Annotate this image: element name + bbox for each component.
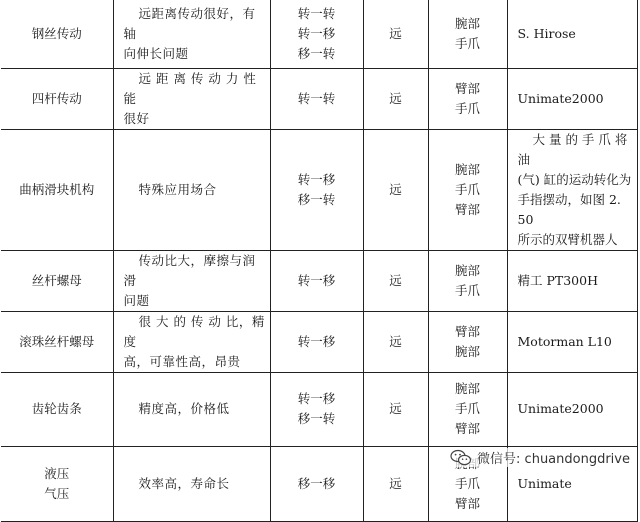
cell-line: 臂部 (454, 80, 480, 96)
cell-line: 效率高，寿命长 (138, 475, 230, 491)
table-row (1, 250, 637, 311)
cell-mechanism (1, 68, 113, 129)
cell-feature (113, 129, 270, 250)
cell-line: 精度高，价格低 (138, 401, 230, 416)
cell-line: 臂部 (454, 323, 480, 339)
cell-line: 手爪 (454, 401, 480, 416)
cell-line: 手爪 (454, 475, 480, 491)
cell-line: 液压 (44, 465, 70, 481)
cell-line: 转一移 (297, 171, 336, 187)
cell-distance (363, 0, 428, 68)
cell-line: 问题 (123, 292, 150, 308)
cell-line: 移一移 (297, 475, 336, 491)
cell-motion (270, 311, 363, 372)
cell-line: 腕部 (454, 161, 480, 177)
cell-line: 大 量 的 手 爪 将 油 (517, 131, 628, 167)
cell-distance (363, 372, 428, 446)
cell-distance (363, 250, 428, 311)
cell-line: 远 (389, 25, 402, 41)
cell-feature (113, 311, 270, 372)
cell-line: 曲柄滑块机构 (19, 181, 95, 197)
cell-motion (270, 68, 363, 129)
cell-line: Unimate2000 (517, 90, 604, 106)
cell-application (428, 68, 507, 129)
table-row (1, 0, 637, 68)
cell-line: 转一移 (297, 25, 336, 41)
table-body (1, 0, 637, 521)
cell-line: 移一转 (297, 191, 336, 207)
watermark-text: 微信号: chuandongdrive (477, 452, 630, 467)
cell-line: 手爪 (454, 35, 480, 51)
cell-application (428, 129, 507, 250)
cell-line: 很 大 的 传 动 比，精 度 (123, 313, 265, 349)
cell-line: S. Hirose (517, 25, 576, 41)
cell-line: 手爪 (454, 181, 480, 197)
cell-line: 远 (389, 90, 402, 106)
cell-line: 转一转 (297, 90, 336, 106)
cell-line: 滚珠丝杆螺母 (19, 333, 95, 349)
cell-line: 传动比大，摩擦与润滑 (123, 252, 256, 288)
cell-line: 精工 PT300H (517, 272, 598, 288)
cell-line: (气) 缸的运动转化为 (517, 171, 632, 187)
cell-line: 远 (389, 475, 402, 491)
cell-line: 远 距 离 传 动 力 性 能 (123, 70, 257, 106)
cell-line: 手爪 (454, 282, 480, 298)
cell-line: 腕部 (454, 15, 480, 31)
cell-line: 臂部 (454, 201, 480, 217)
cell-line: 向伸长问题 (123, 45, 189, 61)
wechat-icon (450, 449, 472, 467)
cell-example (507, 68, 637, 129)
cell-line: 远距离传动很好，有轴 (123, 5, 256, 41)
cell-motion (270, 129, 363, 250)
cell-line: 移一转 (297, 45, 336, 61)
cell-line: 移一转 (297, 411, 336, 426)
cell-mechanism (1, 250, 113, 311)
table-row (1, 311, 637, 372)
cell-line: 高，可靠性高，昂贵 (123, 353, 241, 369)
cell-line: 转一转 (297, 5, 336, 21)
cell-line: 钢丝传动 (31, 25, 82, 41)
cell-line: 远 (389, 333, 402, 349)
cell-line: 特殊应用场合 (138, 181, 217, 197)
cell-application (428, 250, 507, 311)
cell-motion (270, 446, 363, 521)
cell-distance (363, 129, 428, 250)
cell-example (507, 372, 637, 446)
cell-line: 远 (389, 272, 402, 288)
cell-motion (270, 0, 363, 68)
cell-line: 四杆传动 (31, 90, 82, 106)
cell-line: Unimate (517, 475, 572, 491)
cell-line: 腕部 (454, 381, 480, 396)
cell-motion (270, 372, 363, 446)
cell-application (428, 372, 507, 446)
cell-example (507, 0, 637, 68)
cell-application (428, 0, 507, 68)
cell-line: 转一移 (297, 333, 336, 349)
cell-line: 转一移 (297, 272, 336, 288)
cell-line: Motorman L10 (517, 333, 612, 349)
cell-line: 腕部 (454, 343, 480, 359)
cell-feature (113, 0, 270, 68)
cell-line: 所示的双臂机器人 (517, 231, 618, 247)
transmission-table (1, 0, 638, 522)
cell-line: 转一移 (297, 391, 336, 406)
cell-line: 臂部 (454, 421, 480, 436)
cell-mechanism (1, 311, 113, 372)
cell-distance (363, 446, 428, 521)
cell-line: 很好 (123, 110, 150, 126)
cell-mechanism (1, 129, 113, 250)
cell-line: 远 (389, 181, 402, 197)
table-row (1, 129, 637, 250)
cell-feature (113, 372, 270, 446)
cell-motion (270, 250, 363, 311)
cell-example (507, 250, 637, 311)
cell-line: 臂部 (454, 495, 480, 511)
cell-feature (113, 446, 270, 521)
cell-line: 齿轮齿条 (31, 401, 82, 416)
cell-example (507, 311, 637, 372)
watermark (450, 448, 630, 467)
cell-application (428, 311, 507, 372)
table-row (1, 68, 637, 129)
cell-mechanism (1, 0, 113, 68)
cell-line: 丝杆螺母 (31, 272, 82, 288)
cell-line: 远 (389, 401, 402, 416)
cell-line: 气压 (44, 485, 70, 501)
cell-feature (113, 68, 270, 129)
cell-distance (363, 68, 428, 129)
cell-distance (363, 311, 428, 372)
cell-mechanism (1, 446, 113, 521)
cell-line: 手指摆动，如图 2. 50 (517, 191, 621, 227)
cell-line: 手爪 (454, 100, 480, 116)
table-row (1, 372, 637, 446)
cell-feature (113, 250, 270, 311)
cell-example (507, 129, 637, 250)
cell-line: Unimate2000 (517, 401, 604, 416)
cell-mechanism (1, 372, 113, 446)
cell-line: 腕部 (454, 262, 480, 278)
